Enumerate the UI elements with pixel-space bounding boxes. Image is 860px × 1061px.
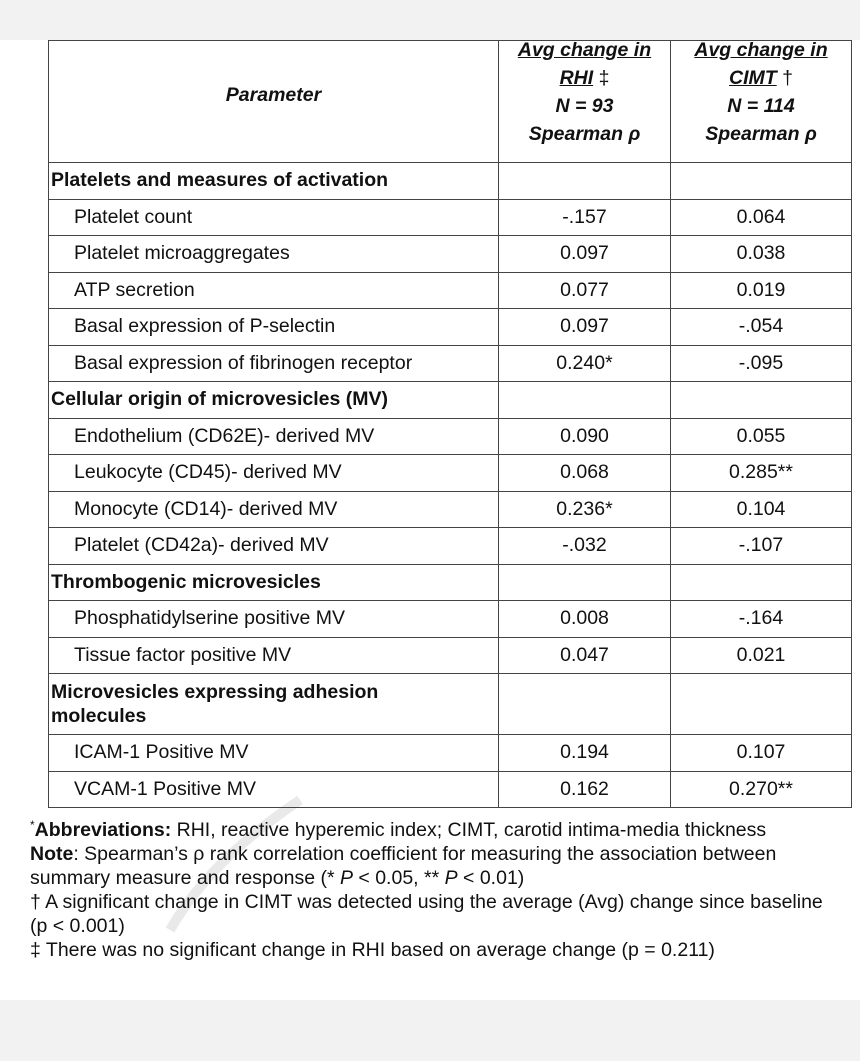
- parameter-cell: Platelet (CD42a)- derived MV: [49, 528, 499, 565]
- note-text-b: < 0.05, **: [352, 867, 445, 889]
- section-row: [49, 382, 852, 419]
- header-cimt-n: N = 114: [727, 94, 795, 117]
- header-cimt-stat: Spearman ρ: [705, 122, 817, 145]
- section-title: Cellular origin of microvesicles (MV): [49, 382, 499, 419]
- parameter-cell: VCAM-1 Positive MV: [49, 771, 499, 808]
- table-row: [49, 771, 852, 808]
- section-title: Platelets and measures of activation: [49, 163, 499, 200]
- header-rhi-stat: Spearman ρ: [528, 122, 641, 145]
- note-text-c: < 0.01): [457, 867, 525, 889]
- section-row: [49, 564, 852, 601]
- parameter-cell: Endothelium (CD62E)- derived MV: [49, 418, 499, 455]
- section-title-line2: molecules: [51, 705, 147, 727]
- abbreviations-text: RHI, reactive hyperemic index; CIMT, carotid intima-media thickness: [171, 819, 767, 841]
- table-row: [49, 309, 852, 346]
- parameter-cell: Basal expression of fibrinogen receptor: [49, 345, 499, 382]
- section-row: [49, 674, 852, 735]
- table-row: [49, 491, 852, 528]
- double-dagger-note: ‡ There was no significant change in RHI based on average change (p = 0.211): [30, 939, 715, 961]
- cimt-cell: -.054: [671, 309, 852, 346]
- parameter-cell: ATP secretion: [49, 272, 499, 309]
- cimt-cell: 0.104: [671, 491, 852, 528]
- table-footnotes: [30, 818, 840, 962]
- rhi-cell: 0.077: [499, 272, 671, 309]
- header-rhi-title-line2: RHI: [559, 66, 594, 89]
- rhi-cell: -.157: [499, 199, 671, 236]
- note-p1: P: [339, 867, 353, 889]
- cimt-cell: -.095: [671, 345, 852, 382]
- cimt-cell: 0.021: [671, 637, 852, 674]
- table-row: [49, 345, 852, 382]
- parameter-cell: Basal expression of P-selectin: [49, 309, 499, 346]
- spearman-note: [30, 842, 840, 890]
- parameter-cell: Platelet count: [49, 199, 499, 236]
- header-rhi: [499, 38, 671, 163]
- section-row: [49, 163, 852, 200]
- rhi-cell: 0.162: [499, 771, 671, 808]
- rhi-cell: 0.194: [499, 735, 671, 772]
- table-row: [49, 735, 852, 772]
- rhi-cell: 0.236*: [499, 491, 671, 528]
- rhi-cell: 0.068: [499, 455, 671, 492]
- parameter-cell: Tissue factor positive MV: [49, 637, 499, 674]
- cimt-cell: 0.019: [671, 272, 852, 309]
- dagger-note: † A significant change in CIMT was detected using the average (Avg) change since baseline (p < 0.001): [30, 891, 823, 937]
- note-label: Note: [30, 843, 74, 865]
- cimt-cell: -.164: [671, 601, 852, 638]
- parameter-cell: Monocyte (CD14)- derived MV: [49, 491, 499, 528]
- note-text-a: : Spearman’s ρ rank correlation coefficient for measuring the association between summary measure and response (*: [30, 843, 777, 889]
- header-cimt-title-line2: CIMT: [729, 66, 777, 89]
- table-row: [49, 455, 852, 492]
- abbreviations-note: [30, 818, 840, 842]
- rhi-cell: 0.097: [499, 236, 671, 273]
- table-row: [49, 272, 852, 309]
- rhi-cell: 0.097: [499, 309, 671, 346]
- parameter-cell: ICAM-1 Positive MV: [49, 735, 499, 772]
- section-title: [49, 674, 499, 735]
- header-rhi-mark: ‡: [598, 66, 610, 89]
- table-row: [49, 637, 852, 674]
- rhi-cell: 0.047: [499, 637, 671, 674]
- note-p2: P: [444, 867, 458, 889]
- rhi-cell: 0.008: [499, 601, 671, 638]
- correlation-table: [48, 40, 852, 808]
- cimt-cell: 0.038: [671, 236, 852, 273]
- header-rhi-n: N = 93: [555, 94, 614, 117]
- header-rhi-title-line1: Avg change in: [517, 38, 652, 61]
- rhi-cell: 0.090: [499, 418, 671, 455]
- table-row: [49, 418, 852, 455]
- parameter-cell: Leukocyte (CD45)- derived MV: [49, 455, 499, 492]
- table-row: [49, 236, 852, 273]
- header-cimt: [671, 38, 852, 163]
- cimt-cell: 0.055: [671, 418, 852, 455]
- header-cimt-mark: †: [782, 66, 793, 89]
- parameter-cell: Platelet microaggregates: [49, 236, 499, 273]
- table-row: [49, 528, 852, 565]
- cimt-cell: -.107: [671, 528, 852, 565]
- cimt-cell: 0.270**: [671, 771, 852, 808]
- rhi-cell: 0.240*: [499, 345, 671, 382]
- cimt-cell: 0.107: [671, 735, 852, 772]
- abbreviations-mark: *: [30, 818, 35, 832]
- header-cimt-title-line1: Avg change in: [694, 38, 828, 61]
- cimt-cell: 0.285**: [671, 455, 852, 492]
- table-header-row: [49, 41, 852, 163]
- rhi-cell: -.032: [499, 528, 671, 565]
- table-row: [49, 199, 852, 236]
- section-title-line1: Microvesicles expressing adhesion: [51, 681, 379, 703]
- table-row: [49, 601, 852, 638]
- abbreviations-label: Abbreviations:: [34, 819, 172, 841]
- section-title: Thrombogenic microvesicles: [49, 564, 499, 601]
- parameter-cell: Phosphatidylserine positive MV: [49, 601, 499, 638]
- header-parameter: Parameter: [49, 41, 499, 163]
- cimt-cell: 0.064: [671, 199, 852, 236]
